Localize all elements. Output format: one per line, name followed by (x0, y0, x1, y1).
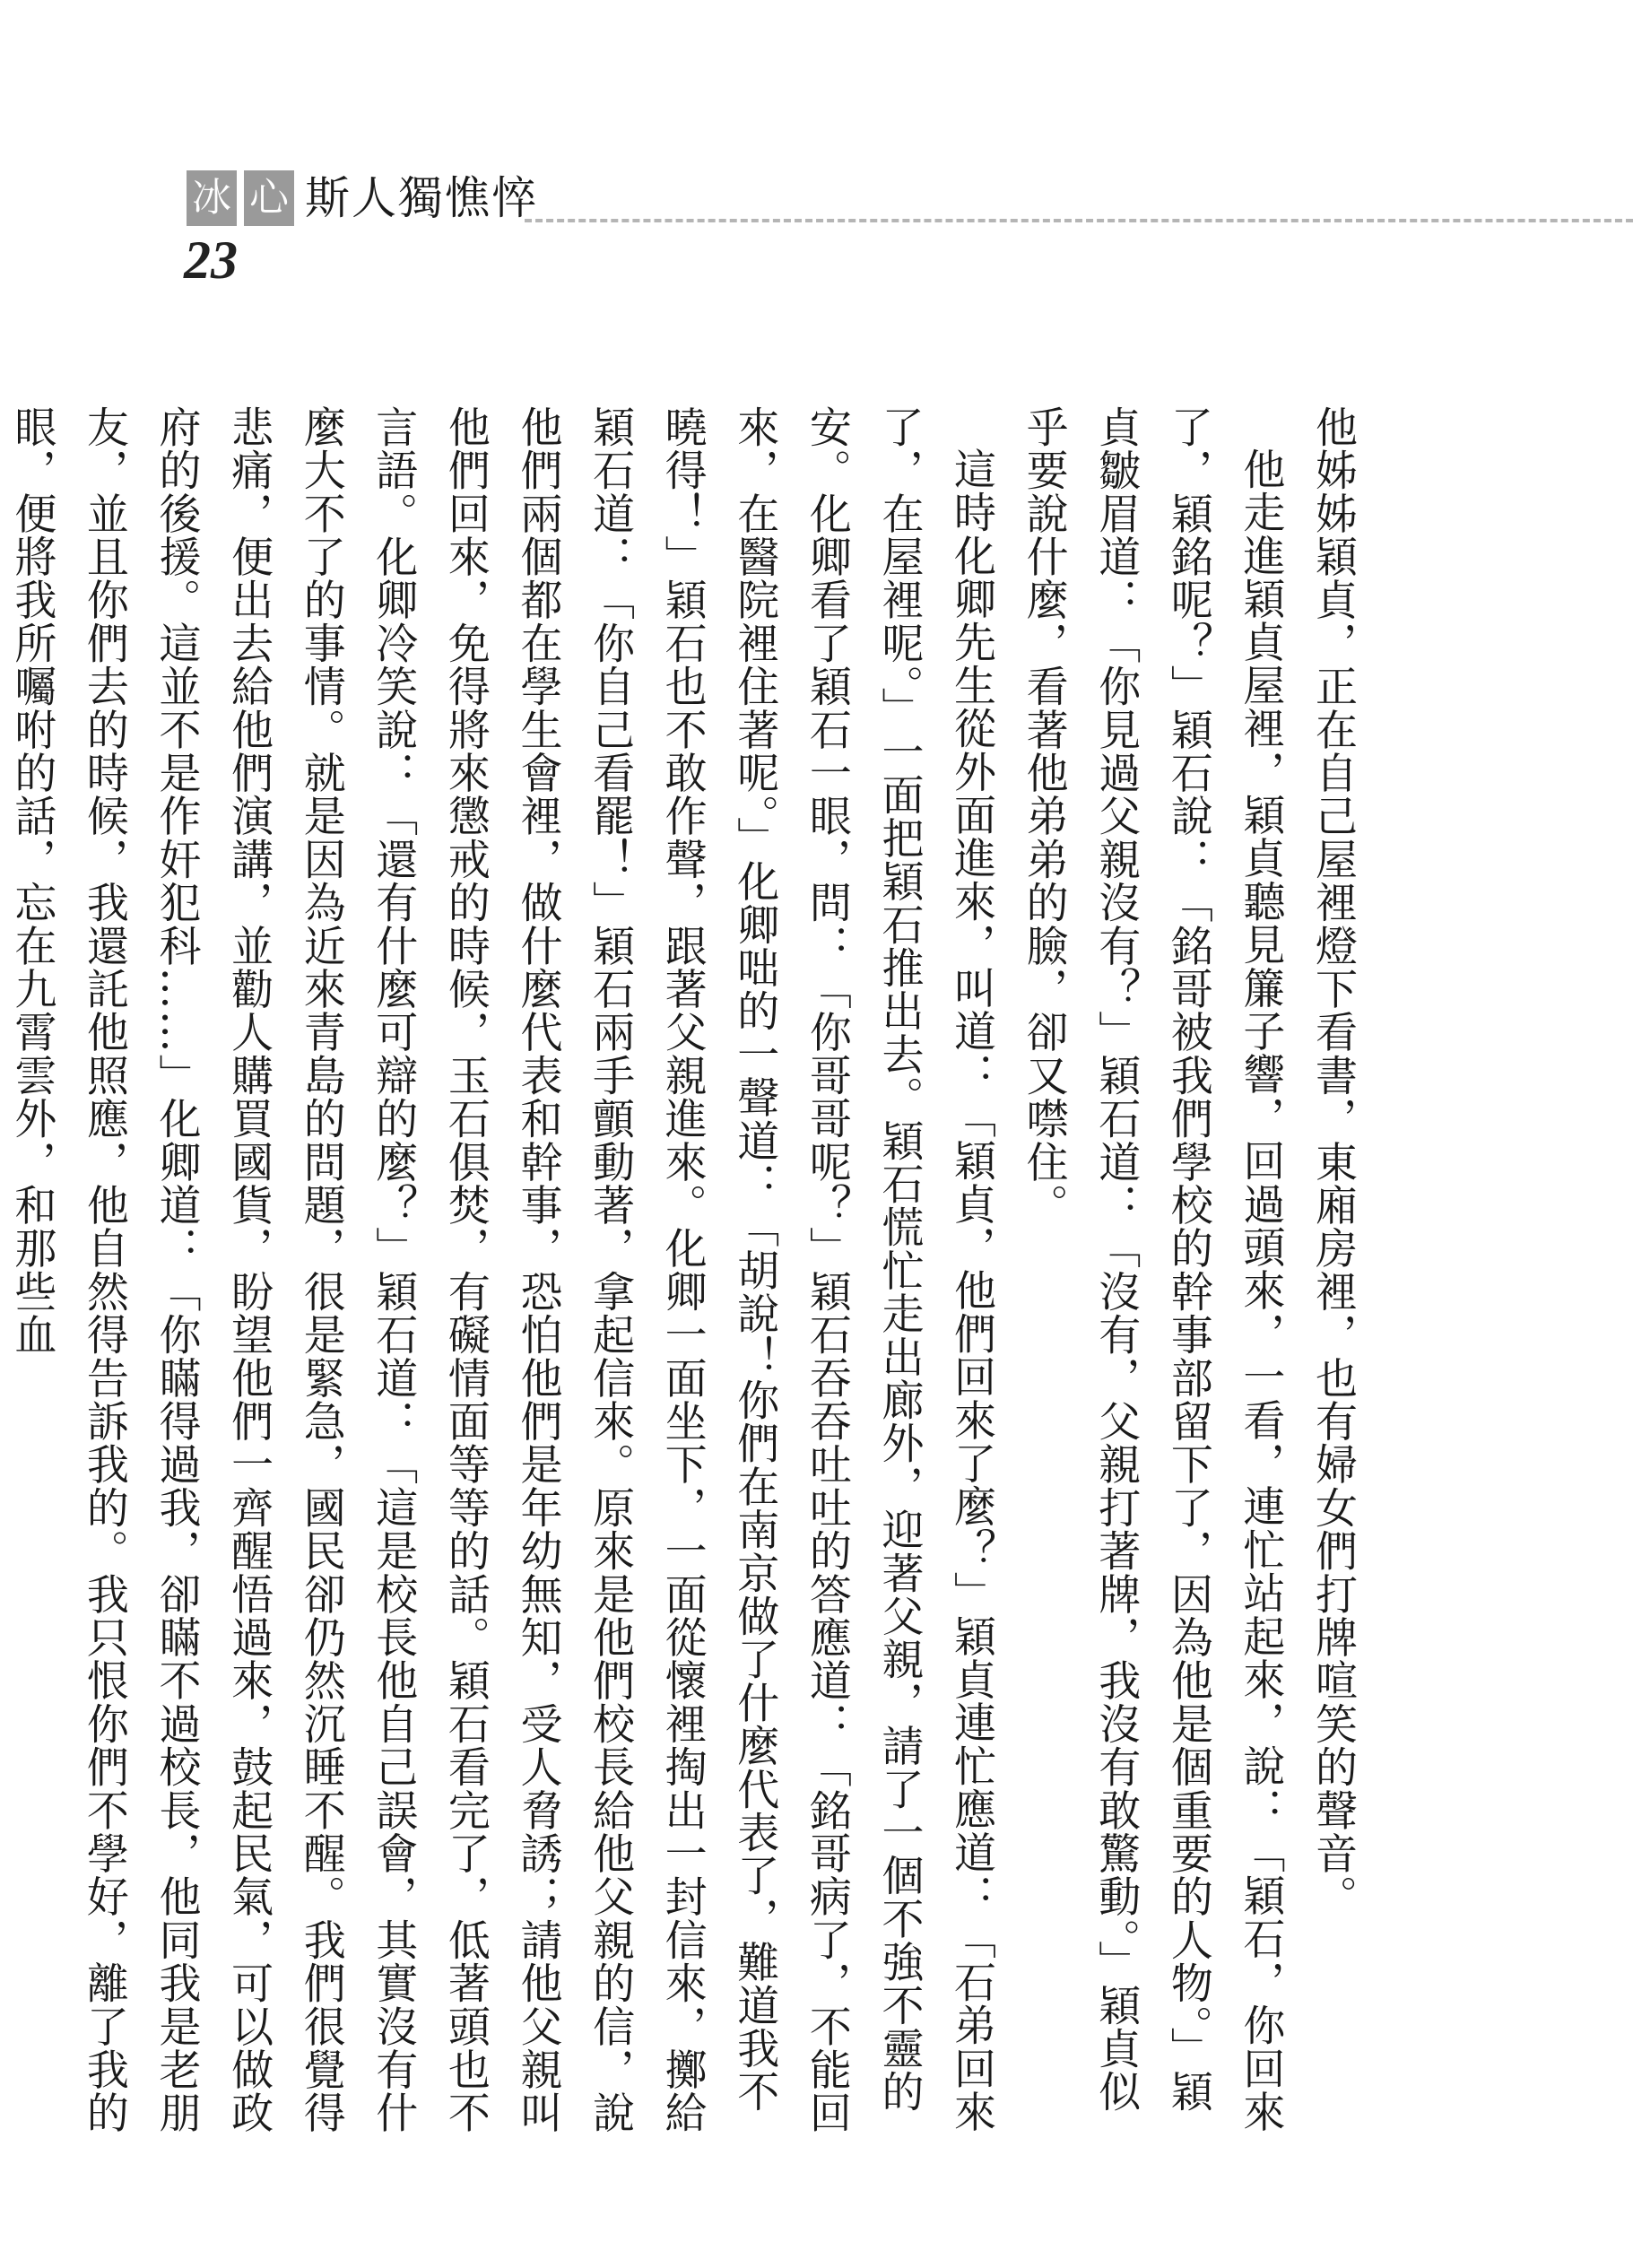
running-header (187, 170, 538, 226)
paragraph: 這時化卿先生從外面進來，叫道：「穎貞，他們回來了麼？」穎貞連忙應道：「石弟回來了，在屋裡呢。」一面把穎石推出去。穎石慌忙走出廊外，迎著父親，請了一個不強不靈的安。化卿看了穎石一眼，問：「你哥哥呢？」穎石吞吞吐吐的答應道：「銘哥病了，不能回來，在醫院裡住著呢。」化卿咄的一聲道：「胡說！你們在南京做了什麼代表了，難道我不曉得！」穎石也不敢作聲，跟著父親進來。化卿一面坐下，一面從懷裡掏出一封信來，擲給穎石道：「你自己看罷！」穎石兩手顫動著，拿起信來。原來是他們校長給他父親的信，說他們兩個都在學生會裡，做什麼代表和幹事，恐怕他們是年幼無知，受人脅誘；請他父親叫他們回來，免得將來懲戒的時候，玉石俱焚，有礙情面等等的話。穎石看完了，低著頭也不言語。化卿冷笑說：「還有什麼可辯的麼？」穎石道：「這是校長他自己誤會，其實沒有什麼大不了的事情。就是因為近來青島的問題，很是緊急，國民卻仍然沉睡不醒。我們很覺得悲痛，便出去給他們演講，並勸人購買國貨，盼望他們一齊醒悟過來，鼓起民氣，可以做政府的後援。這並不是作奸犯科……」化卿道：「你瞞得過我，卻瞞不過校長，他同我是老朋友，並且你們去的時候，我還託他照應，他自然得告訴我的。我只恨你們不學好，離了我的眼，便將我所囑咐的話，忘在九霄雲外，和那些血 (7, 405, 997, 2134)
book-title: 斯人獨憔悴 (305, 172, 538, 224)
author-name-char-2: 心 (244, 170, 294, 226)
paragraph: 他走進穎貞屋裡，穎貞聽見簾子響，回過頭來，一看，連忙站起來，說：「穎石，你回來了，穎銘呢？」穎石說：「銘哥被我們學校的幹事部留下了，因為他是個重要的人物。」穎貞皺眉道：「你見過父親沒有？」穎石道：「沒有，父親打著牌，我沒有敢驚動。」穎貞似乎要說什麼，看著他弟弟的臉，卻又噤住。 (1019, 405, 1286, 2133)
paragraph: 他姊姊穎貞，正在自己屋裡燈下看書，東廂房裡，也有婦女們打牌喧笑的聲音。 (1308, 405, 1358, 1918)
body-text (7, 405, 1368, 2145)
author-name-char-1: 冰 (187, 170, 237, 226)
header-dashed-rule (525, 219, 1633, 222)
page-number: 23 (184, 230, 238, 290)
